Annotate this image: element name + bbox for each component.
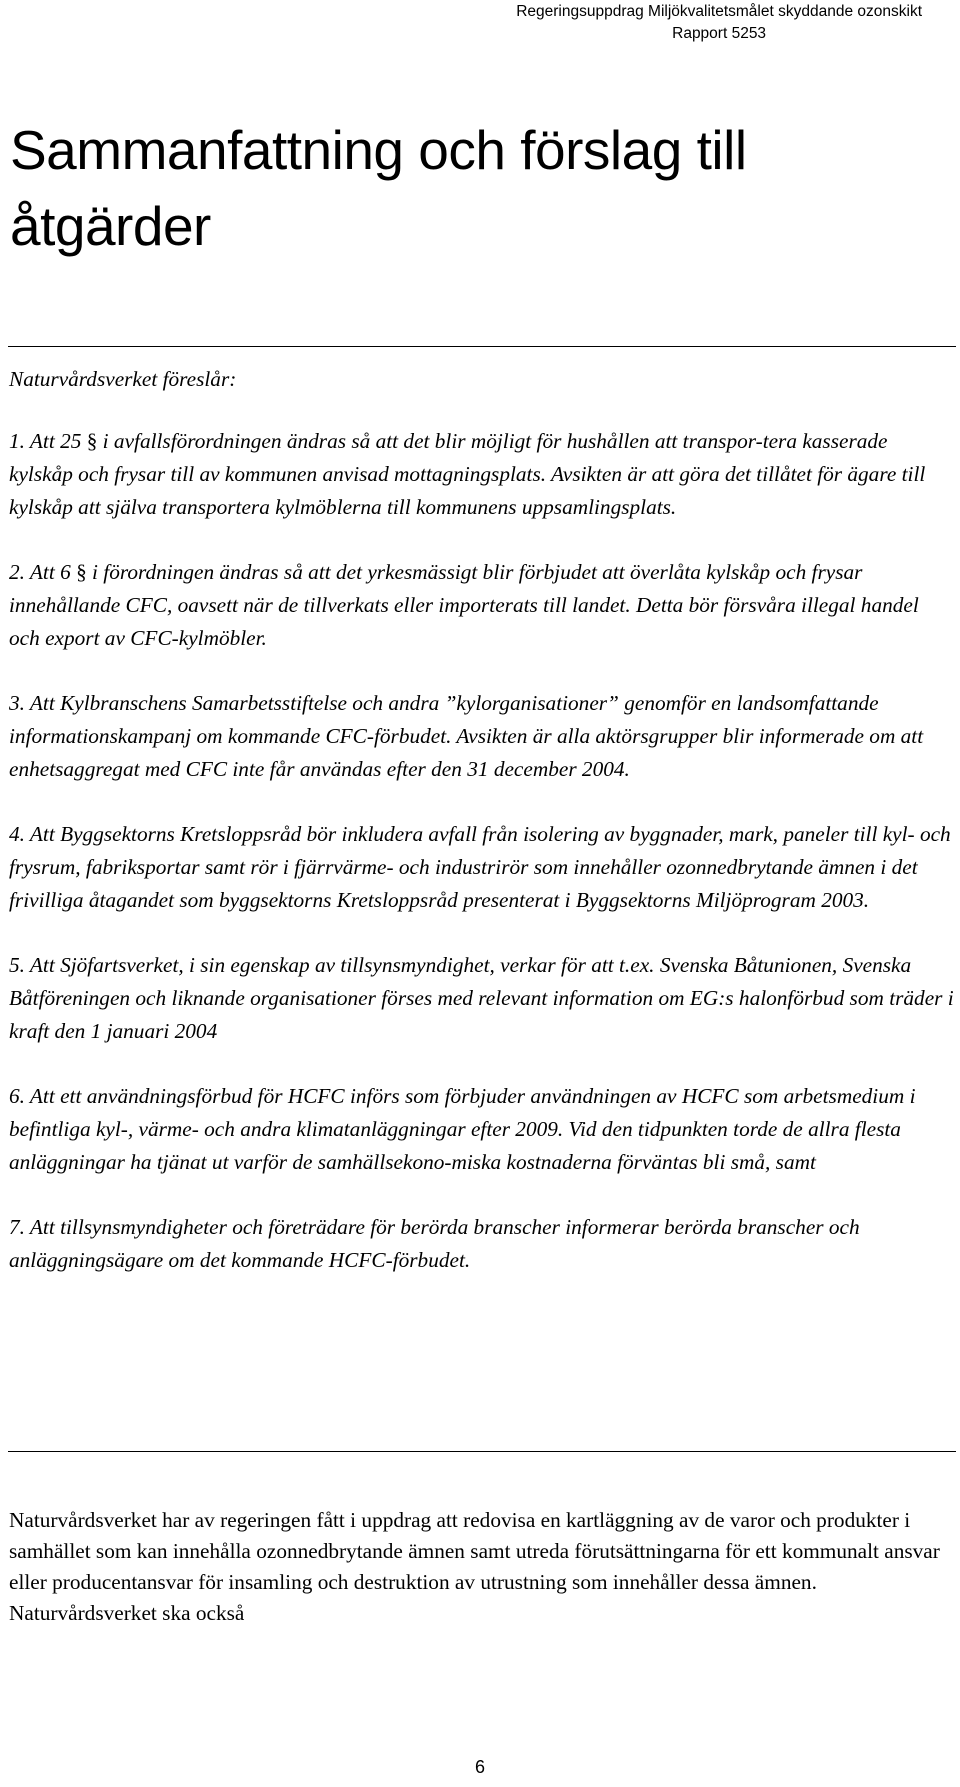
page-title: Sammanfattning och förslag till åtgärder: [10, 119, 747, 257]
header-report-number: Rapport 5253: [672, 25, 767, 42]
proposal-2-rest: i förordningen ändras så att det yrkesmässigt blir förbjudet att överlåta kylskåp och frysar innehållande CFC, oavsett när de tillverkats eller importerats till landet. Detta bör försvåra illegal handel och export av CFC-kylmöbler.: [9, 560, 919, 650]
proposal-2-lead: 2. Att 6: [9, 560, 77, 584]
proposal-item-5: 5. Att Sjöfartsverket, i sin egenskap av tillsynsmyndighet, verkar för att t.ex. Svenska Båtunionen, Svenska Båtföreningen och liknande organisationer förses med relevant information om EG:s halonförbud som träder i kraft den 1 januari 2004: [9, 953, 954, 1043]
page-number: 6: [474, 1757, 485, 1777]
divider-middle: [8, 1451, 956, 1452]
section-sign: §: [86, 429, 98, 453]
proposal-item-2: [9, 556, 954, 655]
proposals-intro: Naturvårdsverket föreslår:: [9, 367, 237, 391]
proposal-item-7: 7. Att tillsynsmyndigheter och företrädare för berörda branscher informerar berörda branscher och anläggningsägare om det kommande HCFC-förbudet.: [9, 1215, 860, 1272]
body-paragraph: Naturvårdsverket har av regeringen fått i uppdrag att redovisa en kartläggning av de varor och produkter i samhället som kan innehålla ozonnedbrytande ämnen samt utreda förutsättningarna för ett kommunalt ansvar eller producentansvar för insamling och destruktion av utrustning som innehåller dessa ämnen. Naturvårdsverket ska också: [9, 1508, 940, 1625]
proposal-1-lead: 1. Att 25: [9, 429, 87, 453]
header-report-title: Regeringsuppdrag Miljökvalitetsmålet skyddande ozonskikt: [516, 3, 922, 20]
proposal-item-4: 4. Att Byggsektorns Kretsloppsråd bör inkludera avfall från isolering av byggnader, mark, paneler till kyl- och frysrum, fabriksportar samt rör i fjärrvärme- och industrirör som innehåller ozonnedbrytande ämnen i det frivilliga åtagandet som byggsektorns Kretsloppsråd presenterat i Byggsektorns Miljöprogram 2003.: [9, 822, 951, 912]
proposal-item-1: [9, 425, 954, 524]
proposal-item-3: 3. Att Kylbranschens Samarbetsstiftelse och andra ”kylorganisationer” genomför en landsomfattande informationskampanj om kommande CFC-förbudet. Avsikten är alla aktörsgrupper blir informerade om att enhetsaggregat med CFC inte får användas efter den 31 december 2004.: [9, 691, 924, 781]
running-header: [516, 0, 922, 45]
proposal-1-rest: i avfallsförordningen ändras så att det blir möjligt för hushållen att transpor-tera kasserade kylskåp och frysar till av kommunen anvisad mottagningsplats. Avsikten är att göra det tillåtet för ägare till kylskåp att själva transportera kylmöblerna till kommunens uppsamlingsplats.: [9, 429, 926, 519]
proposal-item-6: 6. Att ett användningsförbud för HCFC införs som förbjuder användningen av HCFC som arbetsmedium i befintliga kyl-, värme- och andra klimatanläggningar efter 2009. Vid den tidpunkten torde de allra flesta anläggningar ha tjänat ut varför de samhällsekono-miska kostnaderna förväntas bli små, samt: [9, 1084, 916, 1174]
proposals-section: [9, 363, 954, 1309]
body-section: [9, 1505, 954, 1629]
section-sign: §: [76, 560, 87, 584]
divider-top: [8, 346, 956, 347]
